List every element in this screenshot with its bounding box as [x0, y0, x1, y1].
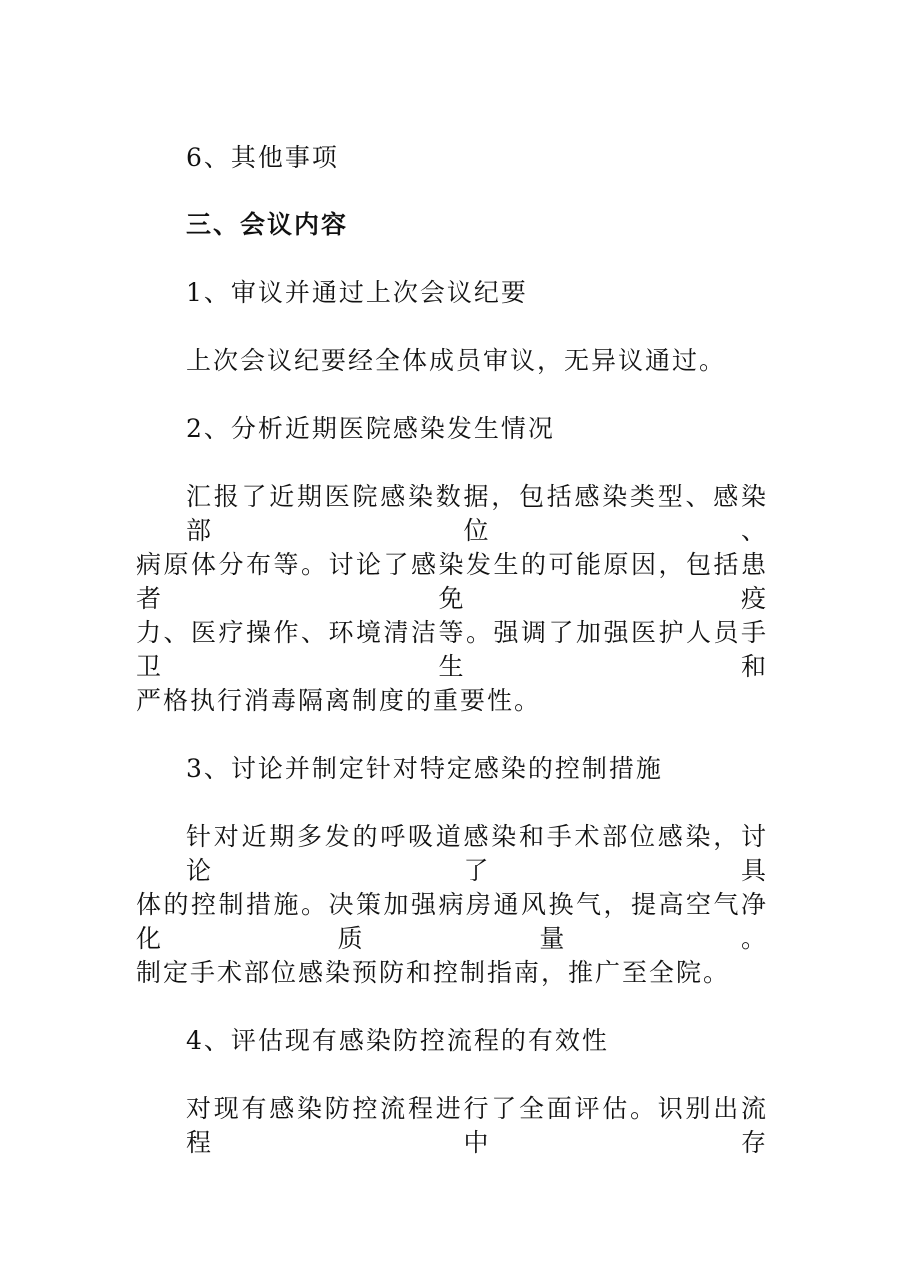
subheading-1: 1、审议并通过上次会议纪要 [186, 278, 528, 307]
paragraph-2-line-4: 严格执行消毒隔离制度的重要性。 [136, 686, 542, 715]
paragraph-2-line-1: 汇报了近期医院感染数据，包括感染类型、感染部位、 [186, 482, 768, 545]
subheading-3: 3、讨论并制定针对特定感染的控制措施 [186, 754, 663, 783]
paragraph-3-line-2: 体的控制措施。决策加强病房通风换气，提高空气净化质量。 [136, 890, 768, 953]
section-heading-meeting-content: 三、会议内容 [186, 210, 349, 239]
subheading-2: 2、分析近期医院感染发生情况 [186, 414, 555, 443]
paragraph-1-line-1: 上次会议纪要经全体成员审议，无异议通过。 [186, 346, 727, 375]
paragraph-4-line-1: 对现有感染防控流程进行了全面评估。识别出流程中存 [186, 1094, 768, 1157]
paragraph-3-line-3: 制定手术部位感染预防和控制指南，推广至全院。 [136, 958, 731, 987]
paragraph-2-line-3: 力、医疗操作、环境清洁等。强调了加强医护人员手卫生和 [136, 618, 768, 681]
paragraph-3-line-1: 针对近期多发的呼吸道感染和手术部位感染，讨论了具 [186, 822, 768, 885]
subheading-4: 4、评估现有感染防控流程的有效性 [186, 1026, 609, 1055]
agenda-item-6: 6、其他事项 [186, 143, 339, 172]
paragraph-2-line-2: 病原体分布等。讨论了感染发生的可能原因，包括患者免疫 [136, 550, 768, 613]
